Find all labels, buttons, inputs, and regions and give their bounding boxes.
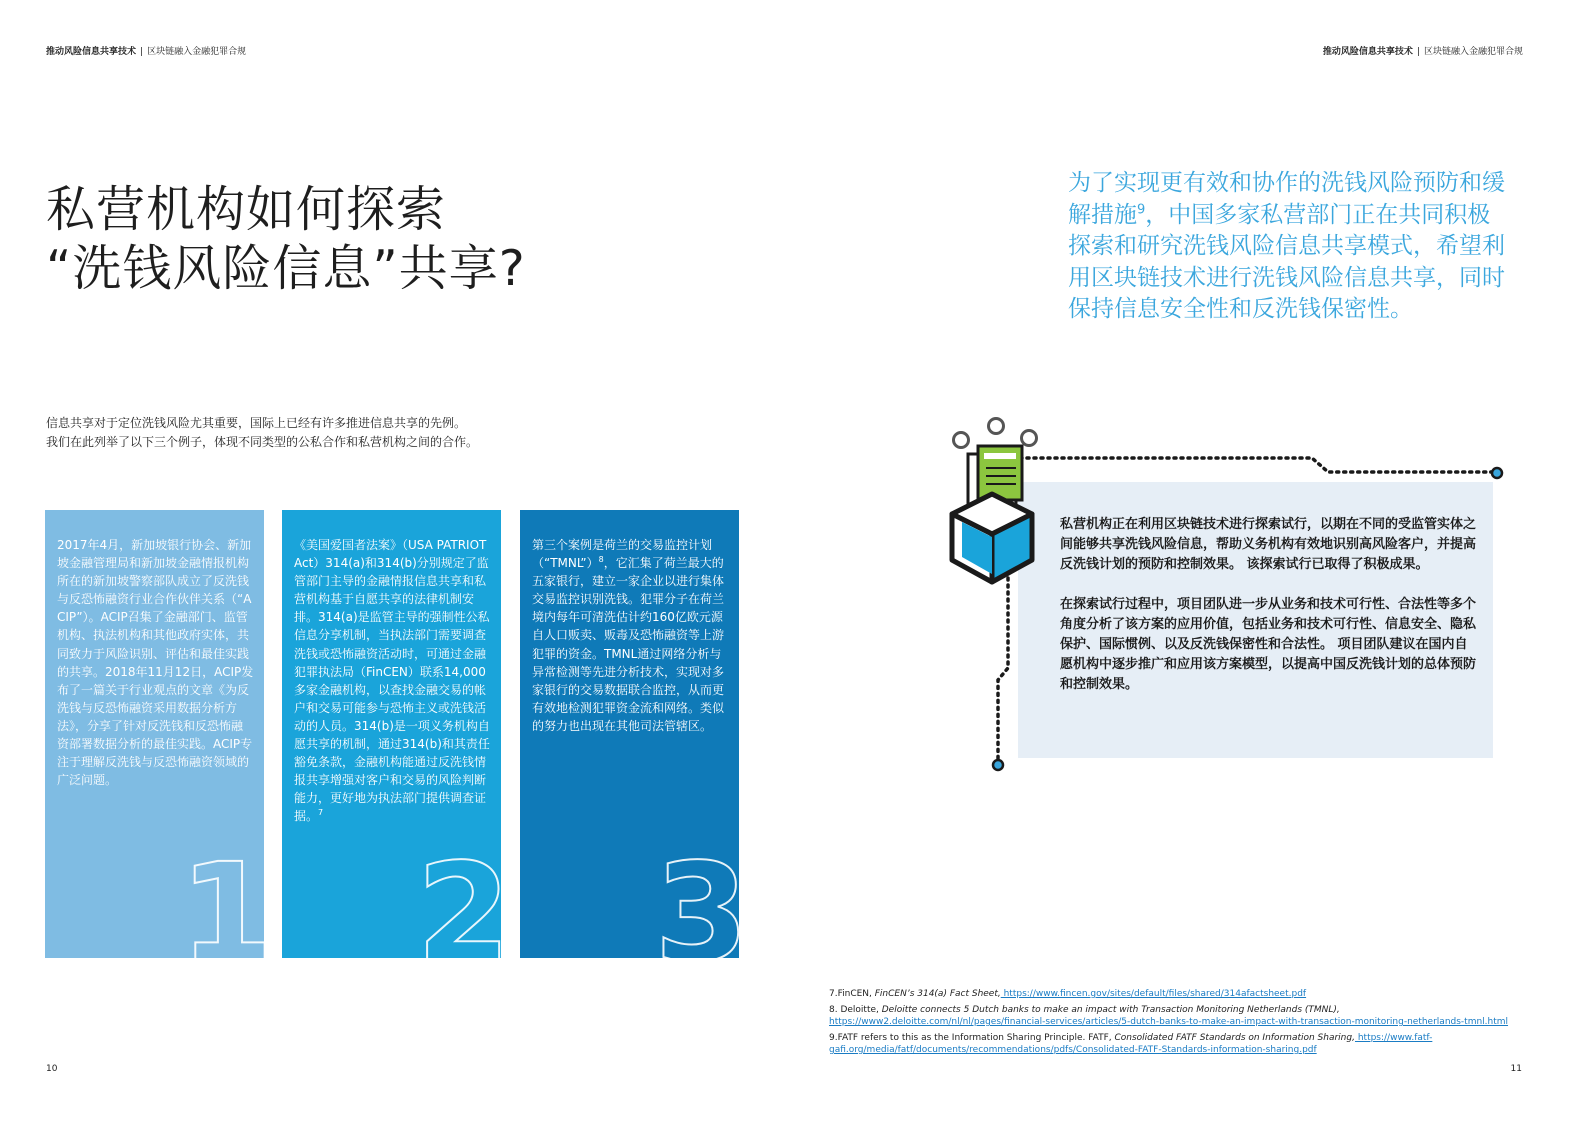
footnote-link[interactable]: https://www2.deloitte.com/nl/nl/pages/financial-services/articles/5-dutch-banks-to-make-an-impact-with-transaction-monitoring-netherlands-tmnl.html xyxy=(829,1017,1509,1027)
running-head-separator: | xyxy=(1416,47,1420,57)
case-body-b: ，它汇集了荷兰最大的五家银行，建立一家企业以进行集体交易监控识别洗钱。犯罪分子在荷兰境内每年可清洗估计约160亿欧元源自人口贩卖、贩毒及恐怖融资等上游犯罪的资金。TMNL通过网络分析与异常检测等先进分析技术，实现对多家银行的交易数据联合监控，从而更有效地检测犯罪资金流和网络。类似的努力也出现在其他司法管辖区。 xyxy=(532,556,725,733)
pull-quote-text-a: 为了实现更有效和协作的洗钱风险预防和缓解措施 xyxy=(1068,170,1505,228)
footnote-ref-7: 7 xyxy=(318,808,324,818)
running-head-bold: 推动风险信息共享技术 xyxy=(46,47,137,57)
intro-line-2: 我们在此列举了以下三个例子，体现不同类型的公私合作和私营机构之间的合作。 xyxy=(46,435,479,449)
case-card-netherlands xyxy=(520,510,749,993)
footnote-ref-9: 9 xyxy=(1137,201,1146,217)
case-card-usa xyxy=(282,510,511,993)
footnote-title: FinCEN’s 314(a) Fact Sheet, xyxy=(874,989,1001,999)
case-body-a: 第三个案例是荷兰的交易监控计划（“TMNL”） xyxy=(532,538,713,571)
case-text xyxy=(532,536,729,735)
case-number: 3 xyxy=(654,835,749,993)
footnote-link[interactable]: https://www.fatf-gafi.org/media/fatf/documents/recommendations/pdfs/Consolidated-FATF-Standards-information-sharing.pdf xyxy=(829,1032,1433,1055)
page-title xyxy=(46,180,526,298)
page-number-right: 11 xyxy=(1510,1064,1522,1074)
running-head-right xyxy=(1323,44,1523,57)
footnote-8 xyxy=(829,1004,1519,1029)
pilot-paragraph-2: 在探索试行过程中，项目团队进一步从业务和技术可行性、合法性等多个角度分析了该方案的应用价值，包括业务和技术可行性、信息安全、隐私保护、国际惯例、以及反洗钱保密性和合法性。 项目团队建议在国内自愿机构中逐步推广和应用该方案模型，以提高中国反洗钱计划的总体预防和控制效果。 xyxy=(1060,597,1477,692)
pilot-paragraph-1: 私营机构正在利用区块链技术进行探索试行，以期在不同的受监管实体之间能够共享洗钱风险信息，帮助义务机构有效地识别高风险客户，并提高反洗钱计划的预防和控制效果。 该探索试行已取得了积极成果。 xyxy=(1060,517,1477,572)
running-head-subtitle: 区块链融入金融犯罪合规 xyxy=(147,47,247,57)
page-number-left: 10 xyxy=(46,1064,58,1074)
running-head-bold: 推动风险信息共享技术 xyxy=(1322,47,1413,57)
case-card-singapore xyxy=(45,510,274,993)
footnote-7 xyxy=(829,988,1519,1001)
title-line-2: “洗钱风险信息”共享? xyxy=(46,240,526,297)
pilot-text xyxy=(1060,515,1480,695)
pull-quote-text-b: ，中国多家私营部门正在共同积极探索和研究洗钱风险信息共享模式，希望利用区块链技术进行洗钱风险信息共享，同时保持信息安全性和反洗钱保密性。 xyxy=(1068,201,1505,322)
running-head-separator: | xyxy=(140,47,144,57)
footnote-title: Consolidated FATF Standards on Information Sharing, xyxy=(1114,1032,1355,1043)
footnote-ref-8: 8 xyxy=(598,555,604,565)
pull-quote xyxy=(1068,168,1508,326)
footnote-prefix: 9.FATF refers to this as the Information Sharing Principle. FATF, xyxy=(829,1032,1115,1043)
intro-line-1: 信息共享对于定位洗钱风险尤其重要，国际上已经有许多推进信息共享的先例。 xyxy=(46,416,467,430)
case-number: 1 xyxy=(179,835,274,993)
case-body: 《美国爱国者法案》（USA PATRIOT Act）314(a)和314(b)分别规定了监管部门主导的金融情报信息共享和私营机构基于自愿共享的法律机制安排。314(a)是监管主导的强制性公私信息分享机制，当执法部门需要调查洗钱或恐怖融资活动时，可通过金融犯罪执法局（FinCEN）联系14,000多家金融机构，以查找金融交易的帐户和交易可能参与恐怖主义或洗钱活动的人员。314(b)是一项义务机构自愿共享的机制，通过314(b)和其责任豁免条款，金融机构能通过反洗钱情报共享增强对客户和交易的风险判断能力，更好地为执法部门提供调查证据。 xyxy=(294,538,490,824)
case-number: 2 xyxy=(416,835,511,993)
footnote-link[interactable]: https://www.fincen.gov/sites/default/files/shared/314afactsheet.pdf xyxy=(1000,989,1307,999)
footnote-prefix: 8. Deloitte, xyxy=(829,1004,882,1015)
running-head-left xyxy=(46,44,246,57)
running-head-subtitle: 区块链融入金融犯罪合规 xyxy=(1423,47,1523,57)
case-text xyxy=(294,536,491,826)
footnote-prefix: 7.FinCEN, xyxy=(829,989,875,999)
title-line-1: 私营机构如何探索 xyxy=(46,181,447,238)
footnote-title: Deloitte connects 5 Dutch banks to make an impact with Transaction Monitoring Netherlands (TMNL), xyxy=(881,1004,1340,1015)
case-text xyxy=(57,536,254,789)
connection-nodes-icon xyxy=(954,419,1037,448)
intro-paragraph xyxy=(46,414,478,452)
footnotes xyxy=(829,988,1519,1060)
document-in-box-icon xyxy=(952,446,1032,582)
footnote-9 xyxy=(829,1032,1519,1057)
case-body: 2017年4月，新加坡银行协会、新加坡金融管理局和新加坡金融情报机构所在的新加坡警察部队成立了反洗钱与反恐怖融资行业合作伙伴关系（“ACIP”）。ACIP召集了金融部门、监管机构、执法机构和其他政府实体，共同致力于风险识别、评估和最佳实践的共享。2018年11月12日，ACIP发布了一篇关于行业观点的文章《为反洗钱与反恐怖融资采用数据分析方法》，分享了针对反洗钱和反恐怖融资部署数据分析的最佳实践。ACIP专注于理解反洗钱与反恐怖融资领域的广泛问题。 xyxy=(57,538,254,788)
